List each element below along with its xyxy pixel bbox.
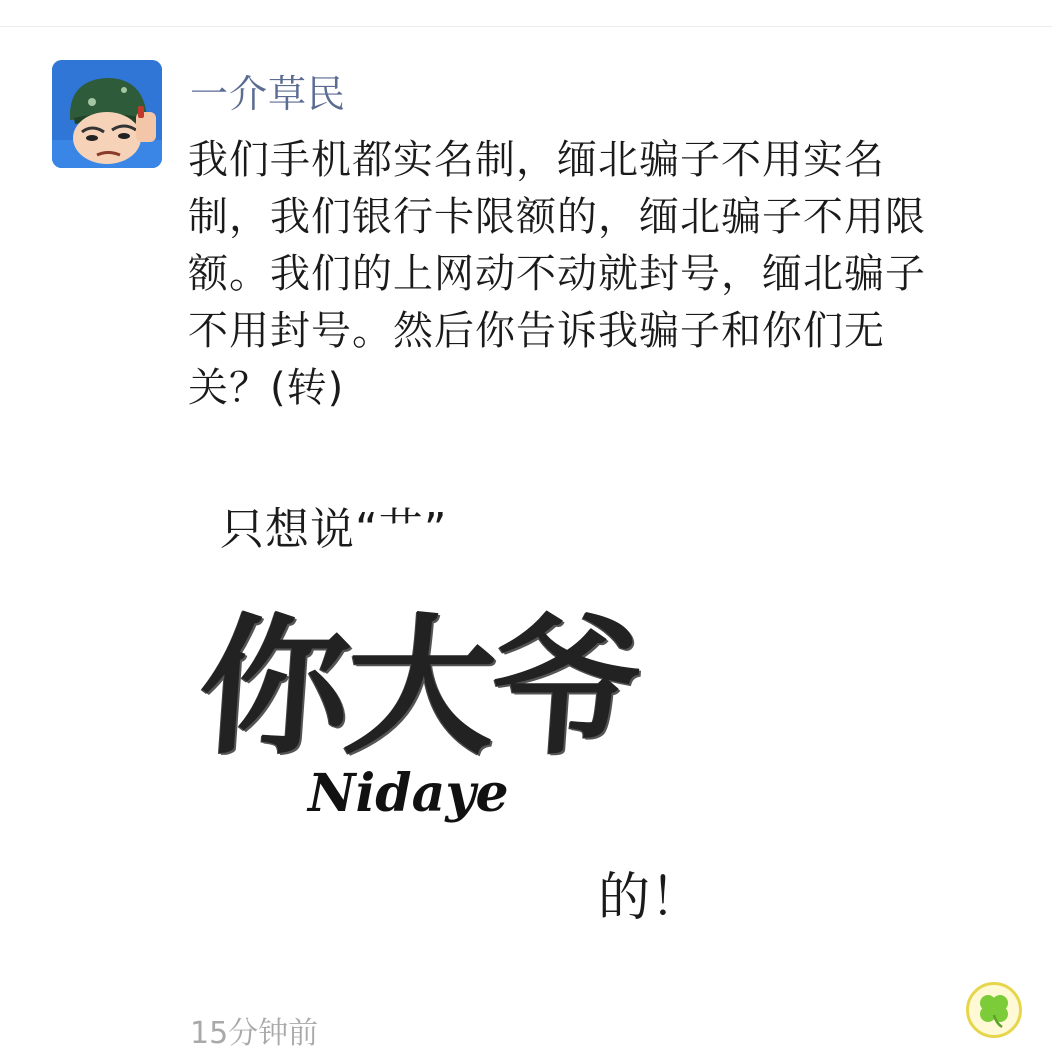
avatar[interactable]	[52, 60, 162, 168]
clover-watermark-icon	[966, 982, 1022, 1038]
clover-icon	[969, 985, 1019, 1035]
post-image[interactable]	[190, 452, 730, 982]
post-text-line: 我们手机都实名制，缅北骗子不用实名	[188, 137, 885, 183]
meme-top-caption: 只想说“艹”	[220, 504, 448, 555]
post-timestamp: 15分钟前	[190, 1016, 319, 1051]
post-text-line: 不用封号。然后你告诉我骗子和你们无	[188, 308, 885, 354]
post-text-line: 制，我们银行卡限额的，缅北骗子不用限	[188, 194, 926, 240]
cartoon-soldier-avatar-icon	[52, 60, 162, 168]
username[interactable]: 一介草民	[190, 72, 347, 116]
post-text-line: 关？(转)	[188, 365, 345, 411]
post-text	[188, 132, 1028, 417]
post-text-line: 额。我们的上网动不动就封号，缅北骗子	[188, 251, 926, 297]
meme-bottom-caption: 的！	[598, 868, 703, 928]
top-divider	[0, 26, 1052, 27]
meme-main-text: 你大爷	[193, 599, 645, 775]
meme-sub-text: Nidaye	[308, 763, 509, 824]
